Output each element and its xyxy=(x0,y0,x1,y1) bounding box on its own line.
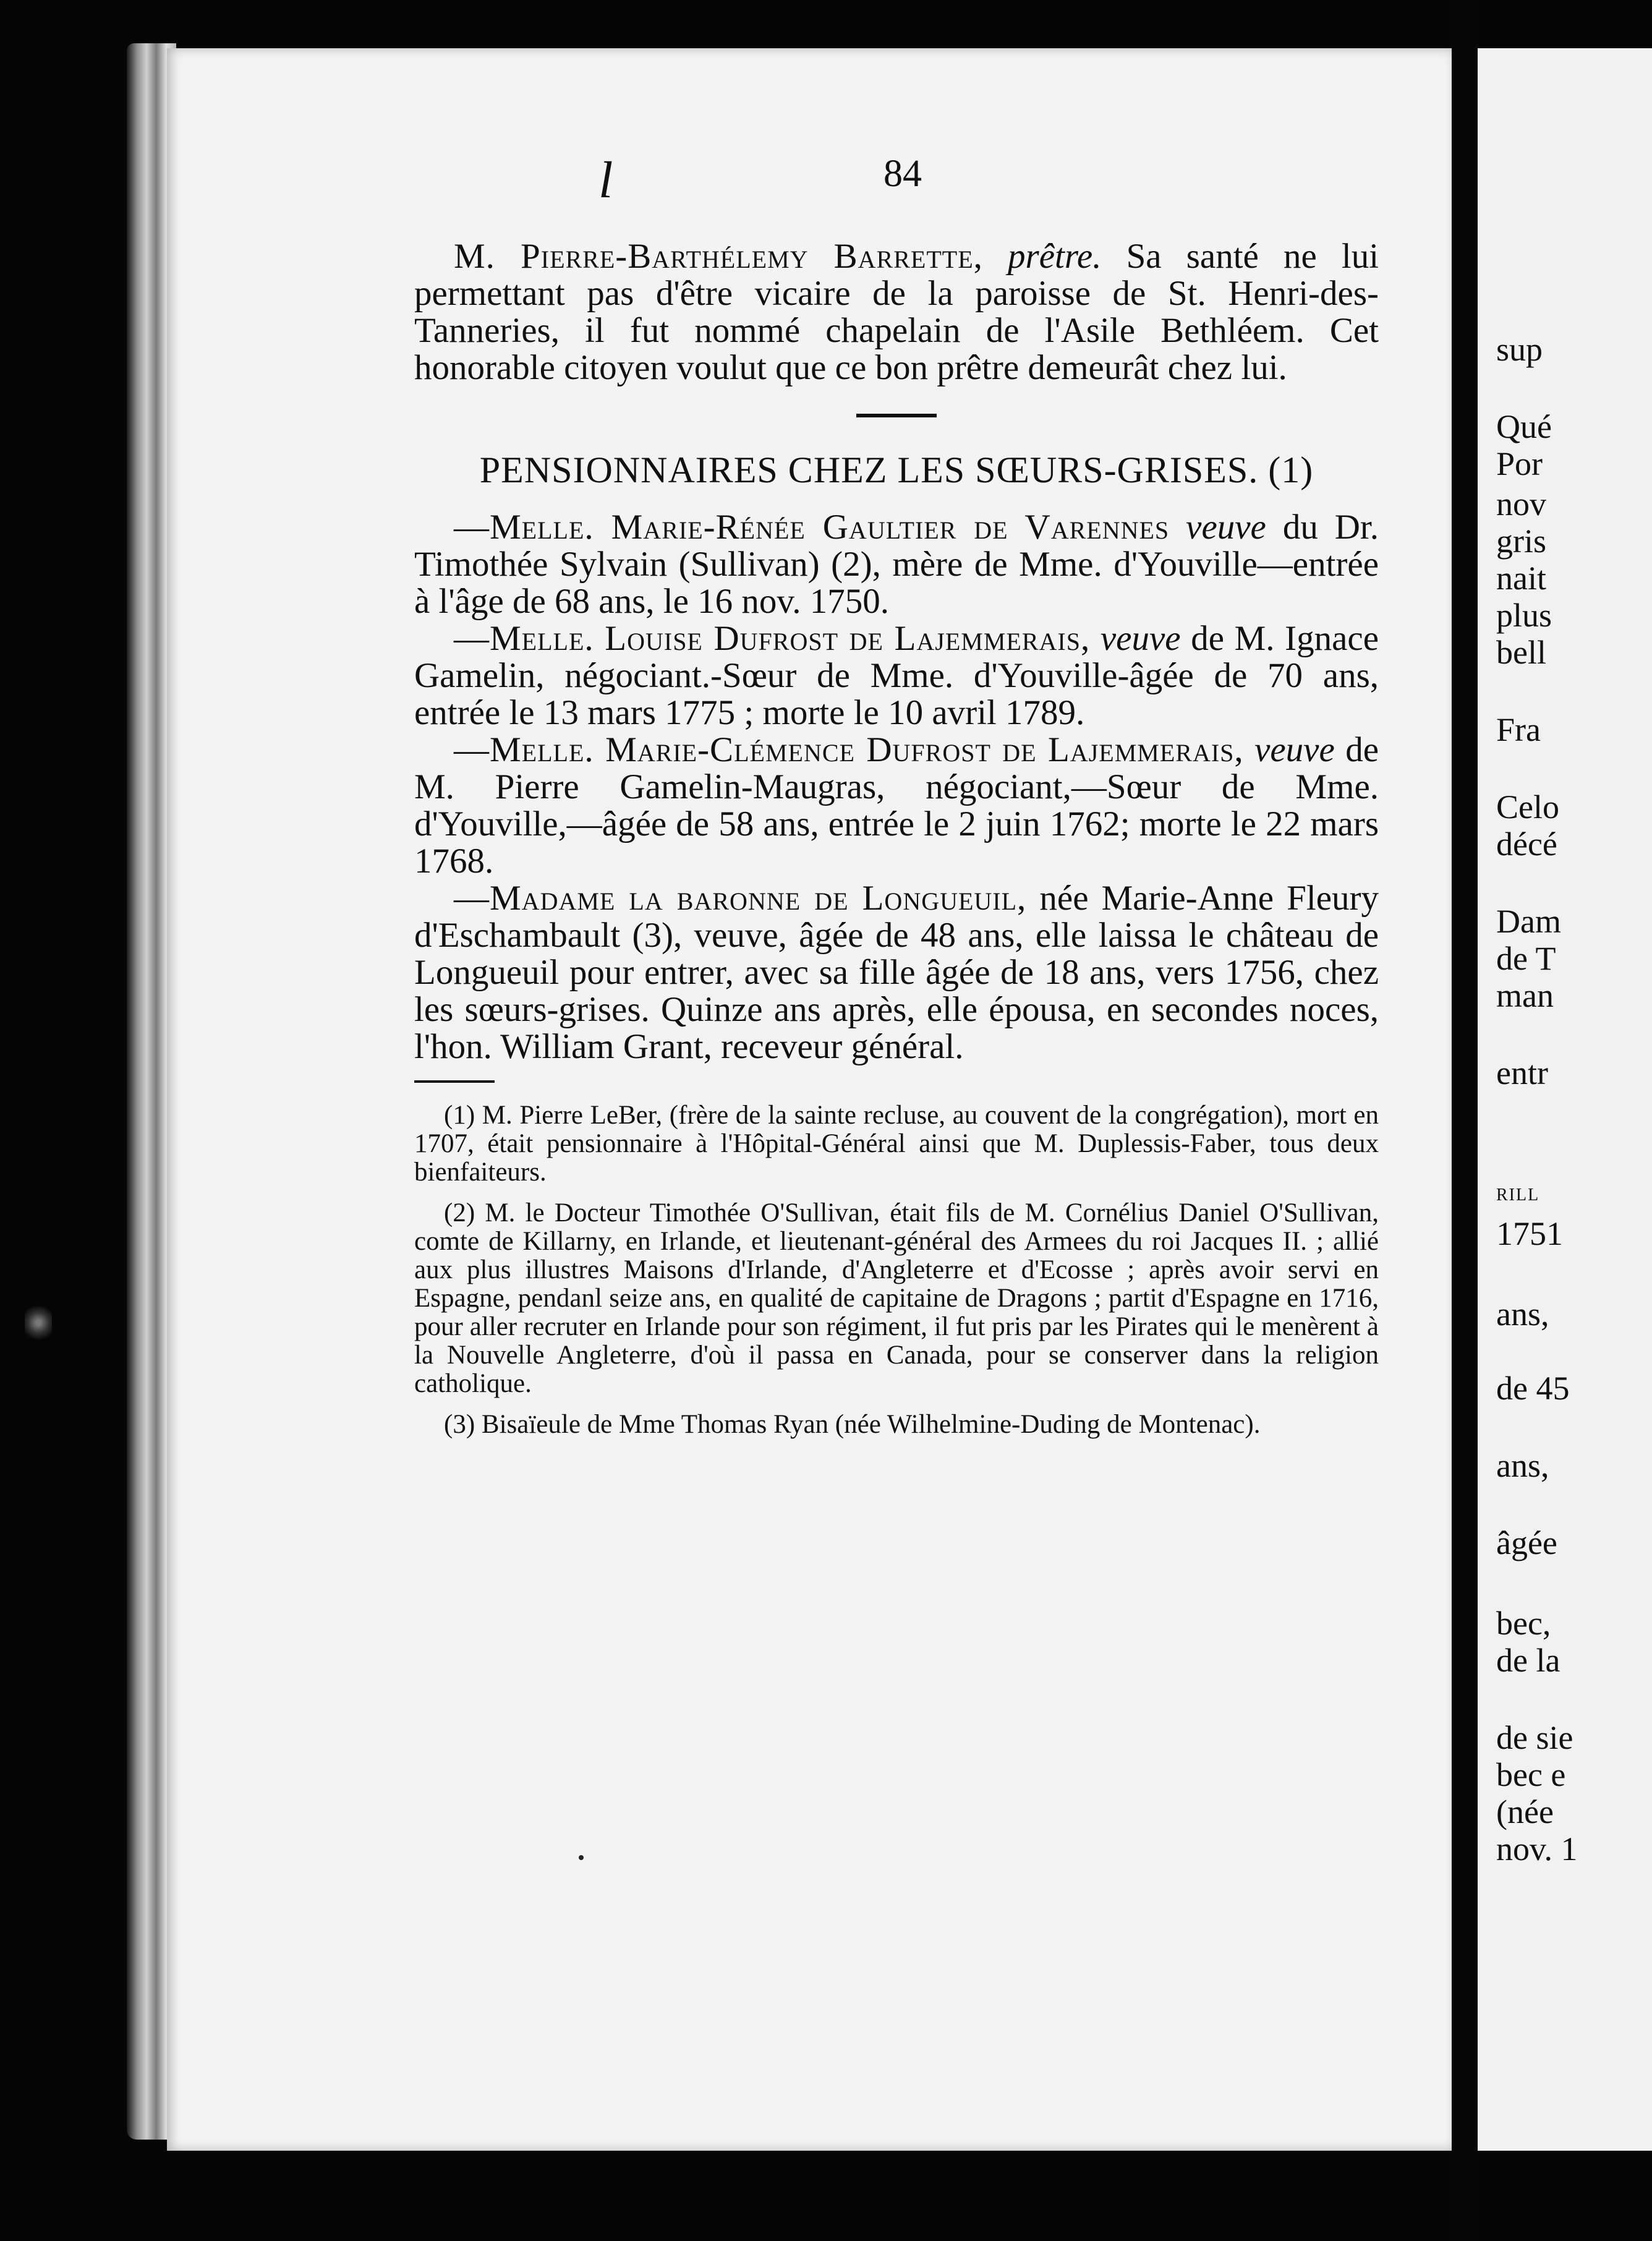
facing-text: décé xyxy=(1496,826,1557,863)
entry-status: veuve xyxy=(1100,619,1181,658)
facing-text: de T xyxy=(1496,940,1556,977)
entry-text: du Dr. Timothée Sylvain (Sullivan) (2), mère de Mme. d'Youville—entrée à l'âge de 68 ans, le 16 nov. 1750. xyxy=(414,508,1379,621)
facing-text: de la xyxy=(1496,1642,1560,1679)
entry-text: de M. Ignace Gamelin, négociant.-Sœur de Mme. d'Youville-âgée de 70 ans, entrée le 13 mars 1775 ; morte le 10 avril 1789. xyxy=(414,619,1379,732)
facing-text: 1751 xyxy=(1496,1215,1563,1252)
facing-text: ans, xyxy=(1496,1296,1549,1333)
intro-name: M. Pierre-Barthélemy Barrette, xyxy=(454,237,983,276)
facing-text: entr xyxy=(1496,1054,1548,1091)
facing-text: Celo xyxy=(1496,788,1559,826)
footnote: (1) M. Pierre LeBer, (frère de la sainte recluse, au couvent de la congrégation), mort en 1707, était pensionnaire à l'Hôpital-Général ainsi que M. Duplessis-Faber, tous deux bienfaiteurs. xyxy=(414,1101,1379,1187)
facing-text: bell xyxy=(1496,634,1546,671)
intro-paragraph xyxy=(414,238,1379,386)
facing-text: nov. 1 xyxy=(1496,1830,1578,1868)
footnotes-divider xyxy=(414,1080,495,1083)
section-heading: PENSIONNAIRES CHEZ LES SŒURS-GRISES. (1) xyxy=(479,450,1314,490)
speck-mark xyxy=(579,1855,584,1860)
facing-text: Por xyxy=(1496,445,1543,482)
facing-text: gris xyxy=(1496,523,1546,560)
entry-text: née Marie-Anne Fleury d'Eschambault (3), veuve, âgée de 48 ans, elle laissa le château de Longueuil pour entrer, avec sa fille âgée de 18 ans, vers 1756, chez les sœurs-grises. Quinze ans après, elle épousa, en secondes noces, l'hon. William Grant, receveur général. xyxy=(414,879,1379,1066)
entry-name: —Melle. Marie-Rénée Gaultier de Varennes xyxy=(454,508,1170,547)
footnotes xyxy=(414,1101,1379,1439)
footnote: (3) Bisaïeule de Mme Thomas Ryan (née Wilhelmine-Duding de Montenac). xyxy=(444,1410,1261,1439)
page-gutter xyxy=(1452,0,1478,2241)
intro-role: prêtre. xyxy=(1008,237,1102,276)
intro-text: Sa santé ne lui permettant pas d'être vicaire de la paroisse de St. Henri-des-Tanneries, il fut nommé chapelain de l'Asile Bethléem. Cet honorable citoyen voulut que ce bon prêtre demeurât chez lui. xyxy=(414,237,1379,387)
entry-name: —Melle. Louise Dufrost de Lajemmerais, xyxy=(454,619,1091,658)
facing-text: plus xyxy=(1496,597,1552,634)
facing-text: nov xyxy=(1496,485,1546,523)
entry-name: —Melle. Marie-Clémence Dufrost de Lajemmerais, xyxy=(454,730,1244,769)
facing-text: nait xyxy=(1496,560,1546,597)
facing-text: Dam xyxy=(1496,903,1561,940)
entries-list xyxy=(414,509,1379,1065)
section-divider xyxy=(856,414,937,417)
margin-mark: l xyxy=(598,152,613,209)
facing-text: sup xyxy=(1496,331,1543,368)
facing-text: man xyxy=(1496,977,1554,1014)
facing-page xyxy=(1478,48,1652,2151)
facing-text: âgée xyxy=(1496,1524,1557,1561)
stain-mark xyxy=(25,1302,52,1344)
entry-status: veuve xyxy=(1186,508,1266,547)
facing-text: de sie xyxy=(1496,1719,1573,1756)
entry-text: de M. Pierre Gamelin-Maugras, négociant,—Sœur de Mme. d'Youville,—âgée de 58 ans, entrée le 2 juin 1762; morte le 22 mars 1768. xyxy=(414,730,1379,881)
page-number: 84 xyxy=(883,153,922,195)
facing-text: rill xyxy=(1496,1178,1540,1206)
facing-text: de 45 xyxy=(1496,1370,1570,1407)
facing-text: bec, xyxy=(1496,1605,1551,1642)
footnote: (2) M. le Docteur Timothée O'Sullivan, était fils de M. Cornélius Daniel O'Sullivan, comte de Killarny, en Irlande, et lieutenant-général des Armees du roi Jacques II. ; allié aux plus illustres Maisons d'Irlande, d'Angleterre et d'Ecosse ; après avoir servi en Espagne, pendanl seize ans, en qualité de capitaine de Dragons ; partit d'Espagne en 1716, pour aller recruter en Irlande pour son régiment, il fut pris par les Pirates qui le menèrent à la Nouvelle Angleterre, d'où il passa en Canada, pour se conserver dans la religion catholique. xyxy=(414,1198,1379,1398)
entry xyxy=(414,732,1379,880)
facing-text: (née xyxy=(1496,1793,1554,1830)
facing-text: bec e xyxy=(1496,1756,1566,1793)
page-text xyxy=(414,238,1379,1451)
facing-text: ans, xyxy=(1496,1447,1549,1484)
entry-status: veuve xyxy=(1254,730,1335,769)
entry-name: —Madame la baronne de Longueuil, xyxy=(454,879,1027,918)
entry xyxy=(414,509,1379,620)
entry xyxy=(414,880,1379,1065)
entry xyxy=(414,620,1379,732)
facing-text: Fra xyxy=(1496,711,1541,748)
facing-text: Qué xyxy=(1496,408,1552,445)
